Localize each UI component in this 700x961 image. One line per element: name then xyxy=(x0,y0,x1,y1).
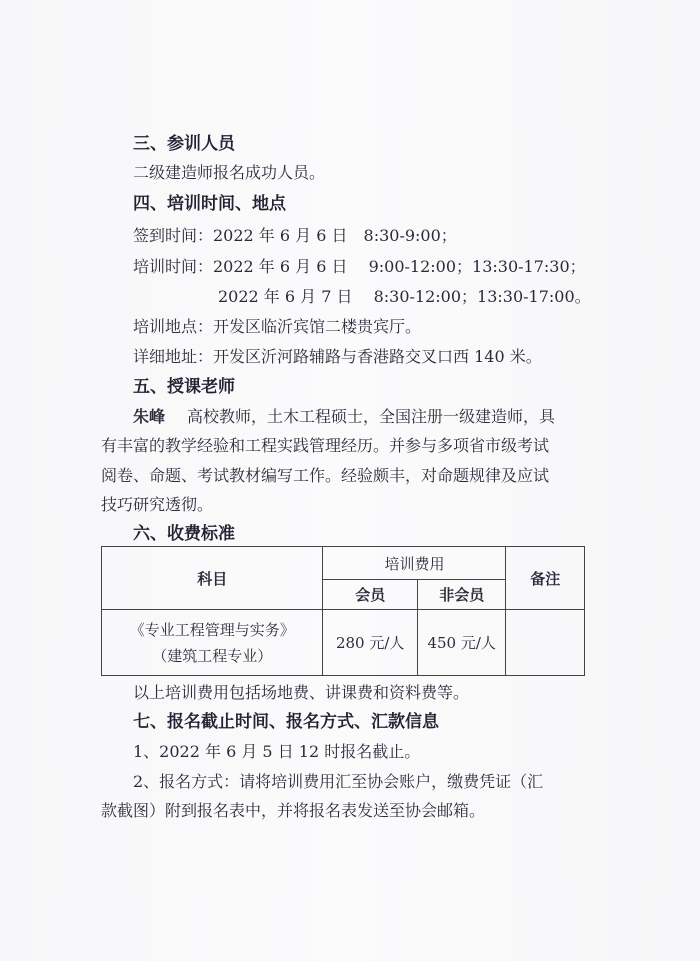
header-nonmember: 非会员 xyxy=(417,580,506,610)
section-4-heading: 四、培训时间、地点 xyxy=(133,194,286,214)
training-address: 详细地址：开发区沂河路辅路与香港路交叉口西 140 米。 xyxy=(133,347,542,366)
header-note: 备注 xyxy=(506,547,585,610)
signup-method-line-1: 2、报名方式：请将培训费用汇至协会账户，缴费凭证（汇 xyxy=(133,772,544,791)
teacher-intro-3: 阅卷、命题、考试教材编写工作。经验颇丰，对命题规律及应试 xyxy=(101,466,550,485)
section-5-heading: 五、授课老师 xyxy=(133,377,235,397)
training-place: 培训地点：开发区临沂宾馆二楼贵宾厅。 xyxy=(133,317,422,336)
teacher-intro-4: 技巧研究透彻。 xyxy=(101,495,214,514)
fee-table xyxy=(101,546,585,676)
teacher-intro-1: 高校教师，土木工程硕士，全国注册一级建造师，具 xyxy=(187,407,556,426)
row-note xyxy=(506,610,585,676)
header-fee: 培训费用 xyxy=(323,547,506,580)
checkin-time: 签到时间：2022 年 6 月 6 日 8:30-9:00； xyxy=(133,226,457,245)
training-time-day1: 培训时间：2022 年 6 月 6 日 9:00-12:00；13:30-17:30； xyxy=(133,257,586,276)
teacher-intro-2: 有丰富的教学经验和工程实践管理经历。并参与多项省市级考试 xyxy=(101,436,550,455)
section-3-body: 二级建造师报名成功人员。 xyxy=(133,163,326,182)
fee-footnote: 以上培训费用包括场地费、讲课费和资料费等。 xyxy=(133,683,470,702)
section-6-heading: 六、收费标准 xyxy=(133,524,235,544)
section-3-heading: 三、参训人员 xyxy=(133,134,235,154)
row-member-fee: 280 元/人 xyxy=(323,610,417,676)
row-subject: 《专业工程管理与实务》 （建筑工程专业） xyxy=(102,610,323,676)
row-nonmember-fee: 450 元/人 xyxy=(417,610,506,676)
teacher-line-1 xyxy=(133,406,555,428)
teacher-name: 朱峰 xyxy=(133,407,166,426)
header-member: 会员 xyxy=(323,580,417,610)
deadline-item: 1、2022 年 6 月 5 日 12 时报名截止。 xyxy=(133,742,421,761)
training-time-day2: 2022 年 6 月 7 日 8:30-12:00；13:30-17:00。 xyxy=(218,287,591,306)
signup-method-line-2: 款截图）附到报名表中，并将报名表发送至协会邮箱。 xyxy=(101,801,486,820)
header-subject: 科目 xyxy=(102,547,323,610)
section-7-heading: 七、报名截止时间、报名方式、汇款信息 xyxy=(133,712,439,732)
